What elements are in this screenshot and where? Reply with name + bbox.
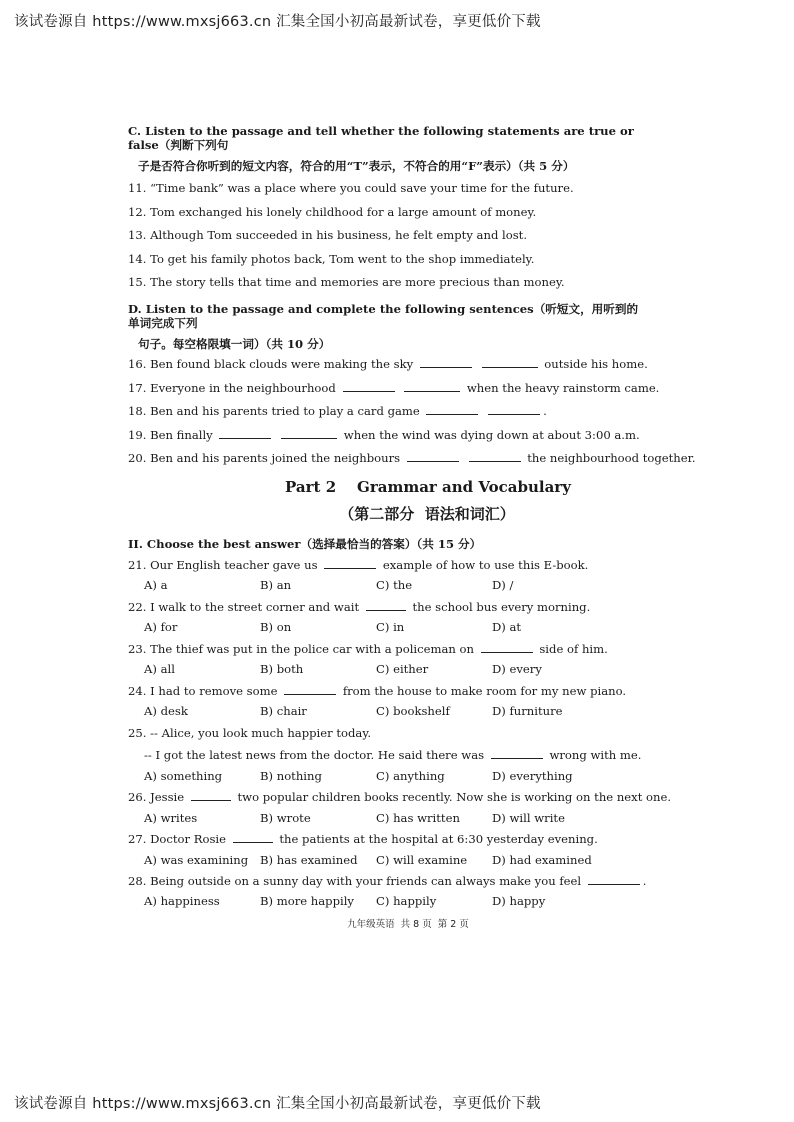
question-12: 12. Tom exchanged his lonely childhood for a large amount of money. (128, 204, 537, 219)
option-d[interactable]: D) at (492, 620, 522, 635)
answer-blank[interactable] (491, 748, 543, 759)
question-20-text-end: the neighbourhood together. (527, 451, 696, 466)
option-c[interactable]: C) anything (376, 768, 445, 783)
question-26-options (128, 811, 648, 825)
question-26-text-end: two popular children books recently. Now she is working on the next one. (237, 790, 672, 805)
question-25-reply (128, 748, 648, 762)
question-17 (128, 380, 660, 395)
answer-blank[interactable] (281, 428, 337, 439)
question-27-text: 27. Doctor Rosie (128, 832, 226, 847)
question-19-text-end: when the wind was dying down at about 3:00 a.m. (343, 427, 640, 442)
question-21-text: 21. Our English teacher gave us (128, 557, 318, 572)
answer-blank[interactable] (219, 428, 271, 439)
question-18-text-end: . (543, 404, 547, 419)
answer-blank[interactable] (404, 381, 460, 392)
answer-blank[interactable] (426, 404, 478, 415)
answer-blank[interactable] (488, 404, 540, 415)
question-28 (128, 874, 648, 888)
option-a[interactable]: A) was examining (144, 852, 249, 867)
question-28-text: 28. Being outside on a sunny day with your friends can always make you feel (128, 874, 582, 888)
option-a[interactable]: A) writes (144, 810, 198, 825)
section-c-heading-line1: C. Listen to the passage and tell whether the following statements are true or false（判断下列句 (128, 124, 634, 153)
option-d[interactable]: D) furniture (492, 704, 563, 719)
question-18 (128, 404, 648, 418)
question-28-options (128, 894, 648, 908)
question-16-text-end: outside his home. (544, 357, 648, 372)
question-21-text-end: example of how to use this E-book. (382, 557, 589, 572)
exam-page-content (128, 124, 696, 909)
option-c[interactable]: C) the (376, 578, 413, 593)
answer-blank[interactable] (324, 558, 376, 569)
question-17-text: 17. Everyone in the neighbourhood (128, 380, 336, 395)
answer-blank[interactable] (284, 684, 336, 695)
question-21-options (128, 578, 648, 592)
question-25-reply-text: -- I got the latest news from the doctor. He said there was (144, 748, 485, 763)
question-11: 11. “Time bank” was a place where you could save your time for the future. (128, 181, 574, 196)
question-24-text: 24. I had to remove some (128, 683, 278, 698)
option-b[interactable]: B) an (260, 578, 292, 593)
section-d-heading-line2: 句子。每空格限填一词）（共 10 分） (138, 336, 331, 351)
question-27-text-end: the patients at the hospital at 6:30 yesterday evening. (279, 832, 598, 847)
option-b[interactable]: B) on (260, 620, 292, 635)
section-c-heading (128, 124, 648, 173)
answer-blank[interactable] (407, 451, 459, 462)
question-16-text: 16. Ben found black clouds were making the sky (128, 357, 414, 372)
option-d[interactable]: D) / (492, 578, 514, 593)
question-20-text: 20. Ben and his parents joined the neighbours (128, 451, 401, 466)
part-2-title: Part 2 Grammar and Vocabulary (285, 477, 571, 496)
question-24-options (128, 704, 648, 718)
option-c[interactable]: C) happily (376, 894, 437, 909)
source-banner-top: 该试卷源自 https://www.mxsj663.cn 汇集全国小初高最新试卷，享更低价下载 (14, 14, 541, 30)
answer-blank[interactable] (469, 451, 521, 462)
question-24-text-end: from the house to make room for my new piano. (342, 683, 627, 698)
option-a[interactable]: A) all (144, 662, 175, 677)
section-d-heading (128, 302, 648, 351)
question-17-text-end: when the heavy rainstorm came. (466, 380, 660, 395)
answer-blank[interactable] (588, 874, 640, 885)
question-23-options (128, 662, 648, 676)
question-25-reply-text-end: wrong with me. (549, 748, 642, 763)
option-b[interactable]: B) both (260, 662, 304, 677)
source-banner-bottom: 该试卷源自 https://www.mxsj663.cn 汇集全国小初高最新试卷，享更低价下载 (14, 1096, 541, 1112)
option-c[interactable]: C) will examine (376, 852, 468, 867)
option-d[interactable]: D) will write (492, 810, 565, 825)
question-22-options (128, 620, 648, 634)
question-24 (128, 684, 648, 698)
question-23 (128, 642, 648, 656)
option-c[interactable]: C) bookshelf (376, 704, 450, 719)
option-b[interactable]: B) nothing (260, 768, 322, 783)
page-footer: 九年级英语 共 8 页 第 2 页 (347, 919, 469, 930)
option-a[interactable]: A) something (144, 768, 223, 783)
question-19 (128, 428, 648, 442)
question-26-text: 26. Jessie (128, 790, 185, 805)
question-18-text: 18. Ben and his parents tried to play a card game (128, 404, 420, 419)
answer-blank[interactable] (420, 357, 472, 368)
section-ii-heading: II. Choose the best answer（选择最恰当的答案）（共 15 分） (128, 537, 482, 552)
question-22-text-end: the school bus every morning. (412, 599, 591, 614)
question-21 (128, 558, 648, 572)
answer-blank[interactable] (366, 600, 406, 611)
option-a[interactable]: A) happiness (144, 894, 220, 909)
question-23-text-end: side of him. (539, 641, 608, 656)
answer-blank[interactable] (482, 357, 538, 368)
question-27-options (128, 853, 648, 867)
question-13: 13. Although Tom succeeded in his business, he felt empty and lost. (128, 228, 528, 243)
question-23-text: 23. The thief was put in the police car with a policeman on (128, 641, 474, 656)
answer-blank[interactable] (343, 381, 395, 392)
option-d[interactable]: D) every (492, 662, 542, 677)
option-d[interactable]: D) happy (492, 894, 546, 909)
option-c[interactable]: C) has written (376, 810, 460, 825)
question-19-text: 19. Ben finally (128, 427, 213, 442)
question-14: 14. To get his family photos back, Tom went to the shop immediately. (128, 251, 535, 266)
answer-blank[interactable] (191, 790, 231, 801)
option-b[interactable]: B) chair (260, 704, 307, 719)
part-2-subtitle: （第二部分 语法和词汇） (339, 504, 515, 523)
answer-blank[interactable] (233, 832, 273, 843)
question-25-options (128, 769, 648, 783)
option-b[interactable]: B) more happily (260, 894, 354, 909)
question-16 (128, 357, 648, 371)
option-d[interactable]: D) everything (492, 768, 573, 783)
option-c[interactable]: C) in (376, 620, 405, 635)
option-a[interactable]: A) for (144, 620, 178, 635)
option-a[interactable]: A) desk (144, 704, 188, 719)
option-b[interactable]: B) wrote (260, 810, 311, 825)
section-d-heading-line1: D. Listen to the passage and complete the following sentences（听短文，用听到的单词完成下列 (128, 301, 639, 331)
question-22-text: 22. I walk to the street corner and wait (128, 599, 360, 614)
question-20 (128, 451, 696, 466)
question-27 (128, 832, 648, 846)
answer-blank[interactable] (481, 642, 533, 653)
question-26 (128, 790, 672, 805)
question-22 (128, 600, 648, 614)
option-d[interactable]: D) had examined (492, 852, 592, 867)
option-c[interactable]: C) either (376, 662, 429, 677)
question-15: 15. The story tells that time and memories are more precious than money. (128, 275, 565, 290)
section-c-heading-line2: 子是否符合你听到的短文内容，符合的用“T”表示，不符合的用“F”表示）（共 5 分） (138, 158, 575, 173)
question-25: 25. -- Alice, you look much happier today. (128, 725, 372, 740)
option-b[interactable]: B) has examined (260, 852, 358, 867)
question-28-text-end: . (642, 874, 647, 888)
option-a[interactable]: A) a (144, 578, 168, 593)
